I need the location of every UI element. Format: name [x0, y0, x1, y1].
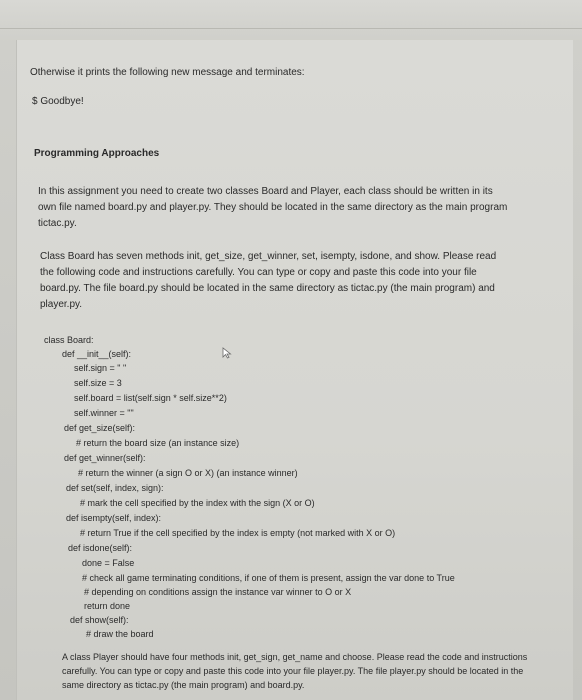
code-line: # return True if the cell specified by the index is empty (not marked with X or O): [80, 528, 396, 538]
page-top-edge: [0, 28, 582, 29]
code-line: return done: [84, 601, 131, 611]
code-line: def set(self, index, sign):: [66, 483, 164, 493]
code-line: # depending on conditions assign the instance var winner to O or X: [84, 587, 352, 597]
code-line: def show(self):: [70, 615, 129, 625]
goodbye-output: $ Goodbye!: [32, 96, 84, 107]
code-line: def __init__(self):: [62, 349, 132, 359]
code-line: # mark the cell specified by the index with the sign (X or O): [80, 498, 315, 508]
paragraph-classes: In this assignment you need to create two classes Board and Player, each class should be written in its own file named board.py and player.py. They should be located in the same directory as the main program tictac.py.: [38, 186, 508, 229]
code-line: self.size = 3: [74, 378, 122, 388]
code-line: self.sign = " ": [74, 363, 127, 373]
code-line: def isempty(self, index):: [66, 513, 162, 523]
code-line: # return the winner (a sign O or X) (an instance winner): [78, 468, 298, 478]
code-line: self.board = list(self.sign * self.size**2): [74, 393, 227, 403]
mouse-pointer-icon: [222, 346, 232, 358]
paragraph-board: Class Board has seven methods init, get_size, get_winner, set, isempty, isdone, and show. Please read the following code and instructions carefully. You can type or copy and paste this code into your file board.py. The file board.py should be located in the same directory as tictac.py (the main program) and player.py.: [40, 251, 497, 310]
code-line: done = False: [82, 558, 135, 568]
code-line: # return the board size (an instance size): [76, 438, 240, 448]
code-line: class Board:: [44, 335, 94, 345]
section-heading: Programming Approaches: [34, 148, 160, 159]
paragraph-player: A class Player should have four methods init, get_sign, get_name and choose. Please read the code and instructions carefully. You can type or copy and paste this code into your file player.py. The file player.py should be located in the same directory as tictac.py (the main program) and board.py.: [62, 652, 528, 690]
code-line: def get_size(self):: [64, 423, 136, 433]
code-line: # check all game terminating conditions, if one of them is present, assign the var done to True: [82, 573, 455, 583]
code-line: def isdone(self):: [68, 543, 133, 553]
code-line: def get_winner(self):: [64, 453, 146, 463]
intro-line: Otherwise it prints the following new message and terminates:: [30, 67, 305, 78]
code-line: self.winner = "": [74, 408, 134, 418]
code-line: # draw the board: [86, 629, 154, 639]
